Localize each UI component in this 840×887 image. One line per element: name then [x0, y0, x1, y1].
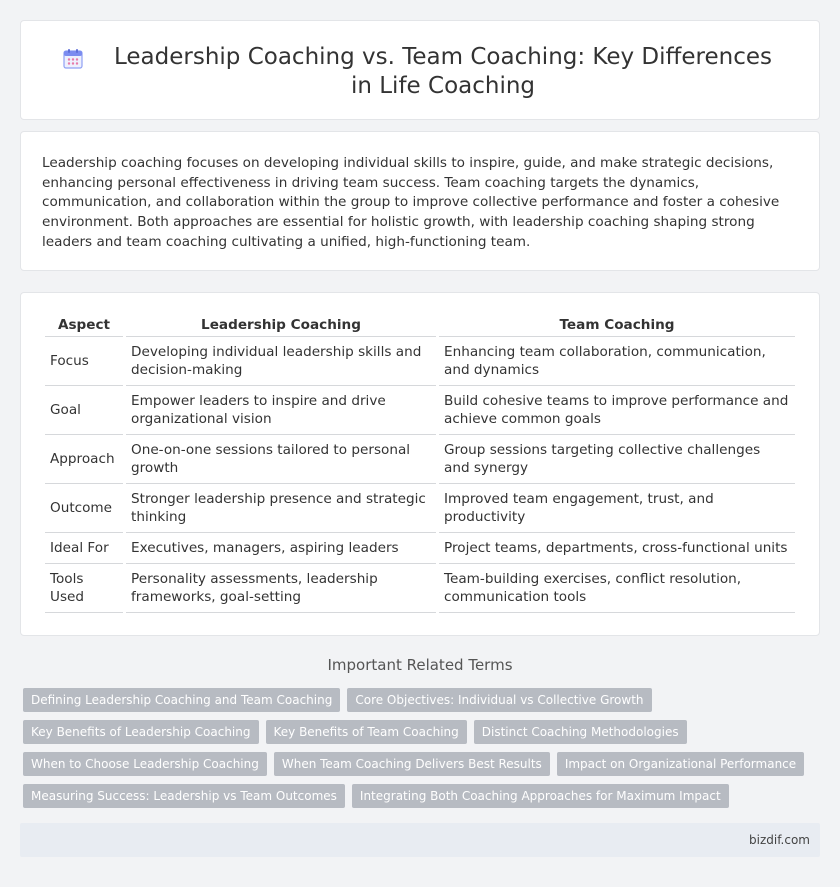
related-term-tag[interactable]: When Team Coaching Delivers Best Results — [274, 752, 550, 776]
related-term-tag[interactable]: Key Benefits of Leadership Coaching — [23, 720, 259, 744]
aspect-cell: Approach — [45, 435, 123, 484]
table-row — [45, 484, 795, 533]
team-cell: Build cohesive teams to improve performance and achieve common goals — [439, 386, 795, 435]
leadership-cell: Executives, managers, aspiring leaders — [126, 533, 436, 564]
related-term-tag[interactable]: Defining Leadership Coaching and Team Coaching — [23, 688, 340, 712]
team-cell: Improved team engagement, trust, and productivity — [439, 484, 795, 533]
calendar-icon — [61, 47, 85, 71]
leadership-cell: Personality assessments, leadership frameworks, goal-setting — [126, 564, 436, 613]
related-term-tag[interactable]: Integrating Both Coaching Approaches for Maximum Impact — [352, 784, 729, 808]
table-row — [45, 435, 795, 484]
intro-paragraph: Leadership coaching focuses on developing individual skills to inspire, guide, and make strategic decisions, enhancing personal effectiveness in driving team success. Team coaching targets the dynamics, communication, and collaboration within the group to improve collective performance and foster a cohesive environment. Both approaches are essential for holistic growth, with leadership coaching shaping strong leaders and team coaching cultivating a unified, high-functioning team. — [42, 155, 780, 250]
team-cell: Project teams, departments, cross-functional units — [439, 533, 795, 564]
aspect-cell: Outcome — [45, 484, 123, 533]
team-cell: Team-building exercises, conflict resolution, communication tools — [439, 564, 795, 613]
related-terms-heading: Important Related Terms — [327, 656, 513, 674]
header-team-coaching: Team Coaching — [439, 311, 795, 337]
intro-card — [20, 131, 820, 271]
related-term-tag[interactable]: Distinct Coaching Methodologies — [474, 720, 687, 744]
comparison-table — [42, 311, 798, 613]
team-cell: Enhancing team collaboration, communication, and dynamics — [439, 337, 795, 386]
table-row — [45, 564, 795, 613]
aspect-cell: Tools Used — [45, 564, 123, 613]
header-leadership-coaching: Leadership Coaching — [126, 311, 436, 337]
table-row — [45, 386, 795, 435]
related-term-tag[interactable]: When to Choose Leadership Coaching — [23, 752, 267, 776]
table-row — [45, 337, 795, 386]
related-term-tag[interactable]: Core Objectives: Individual vs Collective Growth — [347, 688, 651, 712]
aspect-cell: Ideal For — [45, 533, 123, 564]
leadership-cell: One-on-one sessions tailored to personal growth — [126, 435, 436, 484]
page-title: Leadership Coaching vs. Team Coaching: Key Differences in Life Coaching — [113, 44, 772, 99]
aspect-cell: Goal — [45, 386, 123, 435]
header-card — [20, 20, 820, 120]
related-term-tag[interactable]: Impact on Organizational Performance — [557, 752, 804, 776]
related-terms-list — [23, 688, 813, 816]
leadership-cell: Developing individual leadership skills and decision-making — [126, 337, 436, 386]
leadership-cell: Empower leaders to inspire and drive organizational vision — [126, 386, 436, 435]
table-row — [45, 533, 795, 564]
aspect-cell: Focus — [45, 337, 123, 386]
comparison-table-card — [20, 292, 820, 636]
leadership-cell: Stronger leadership presence and strategic thinking — [126, 484, 436, 533]
related-term-tag[interactable]: Key Benefits of Team Coaching — [266, 720, 467, 744]
table-header-row — [45, 311, 795, 337]
related-term-tag[interactable]: Measuring Success: Leadership vs Team Outcomes — [23, 784, 345, 808]
site-name[interactable]: bizdif.com — [749, 833, 810, 847]
footer-bar — [20, 823, 820, 857]
header-aspect: Aspect — [45, 311, 123, 337]
team-cell: Group sessions targeting collective challenges and synergy — [439, 435, 795, 484]
